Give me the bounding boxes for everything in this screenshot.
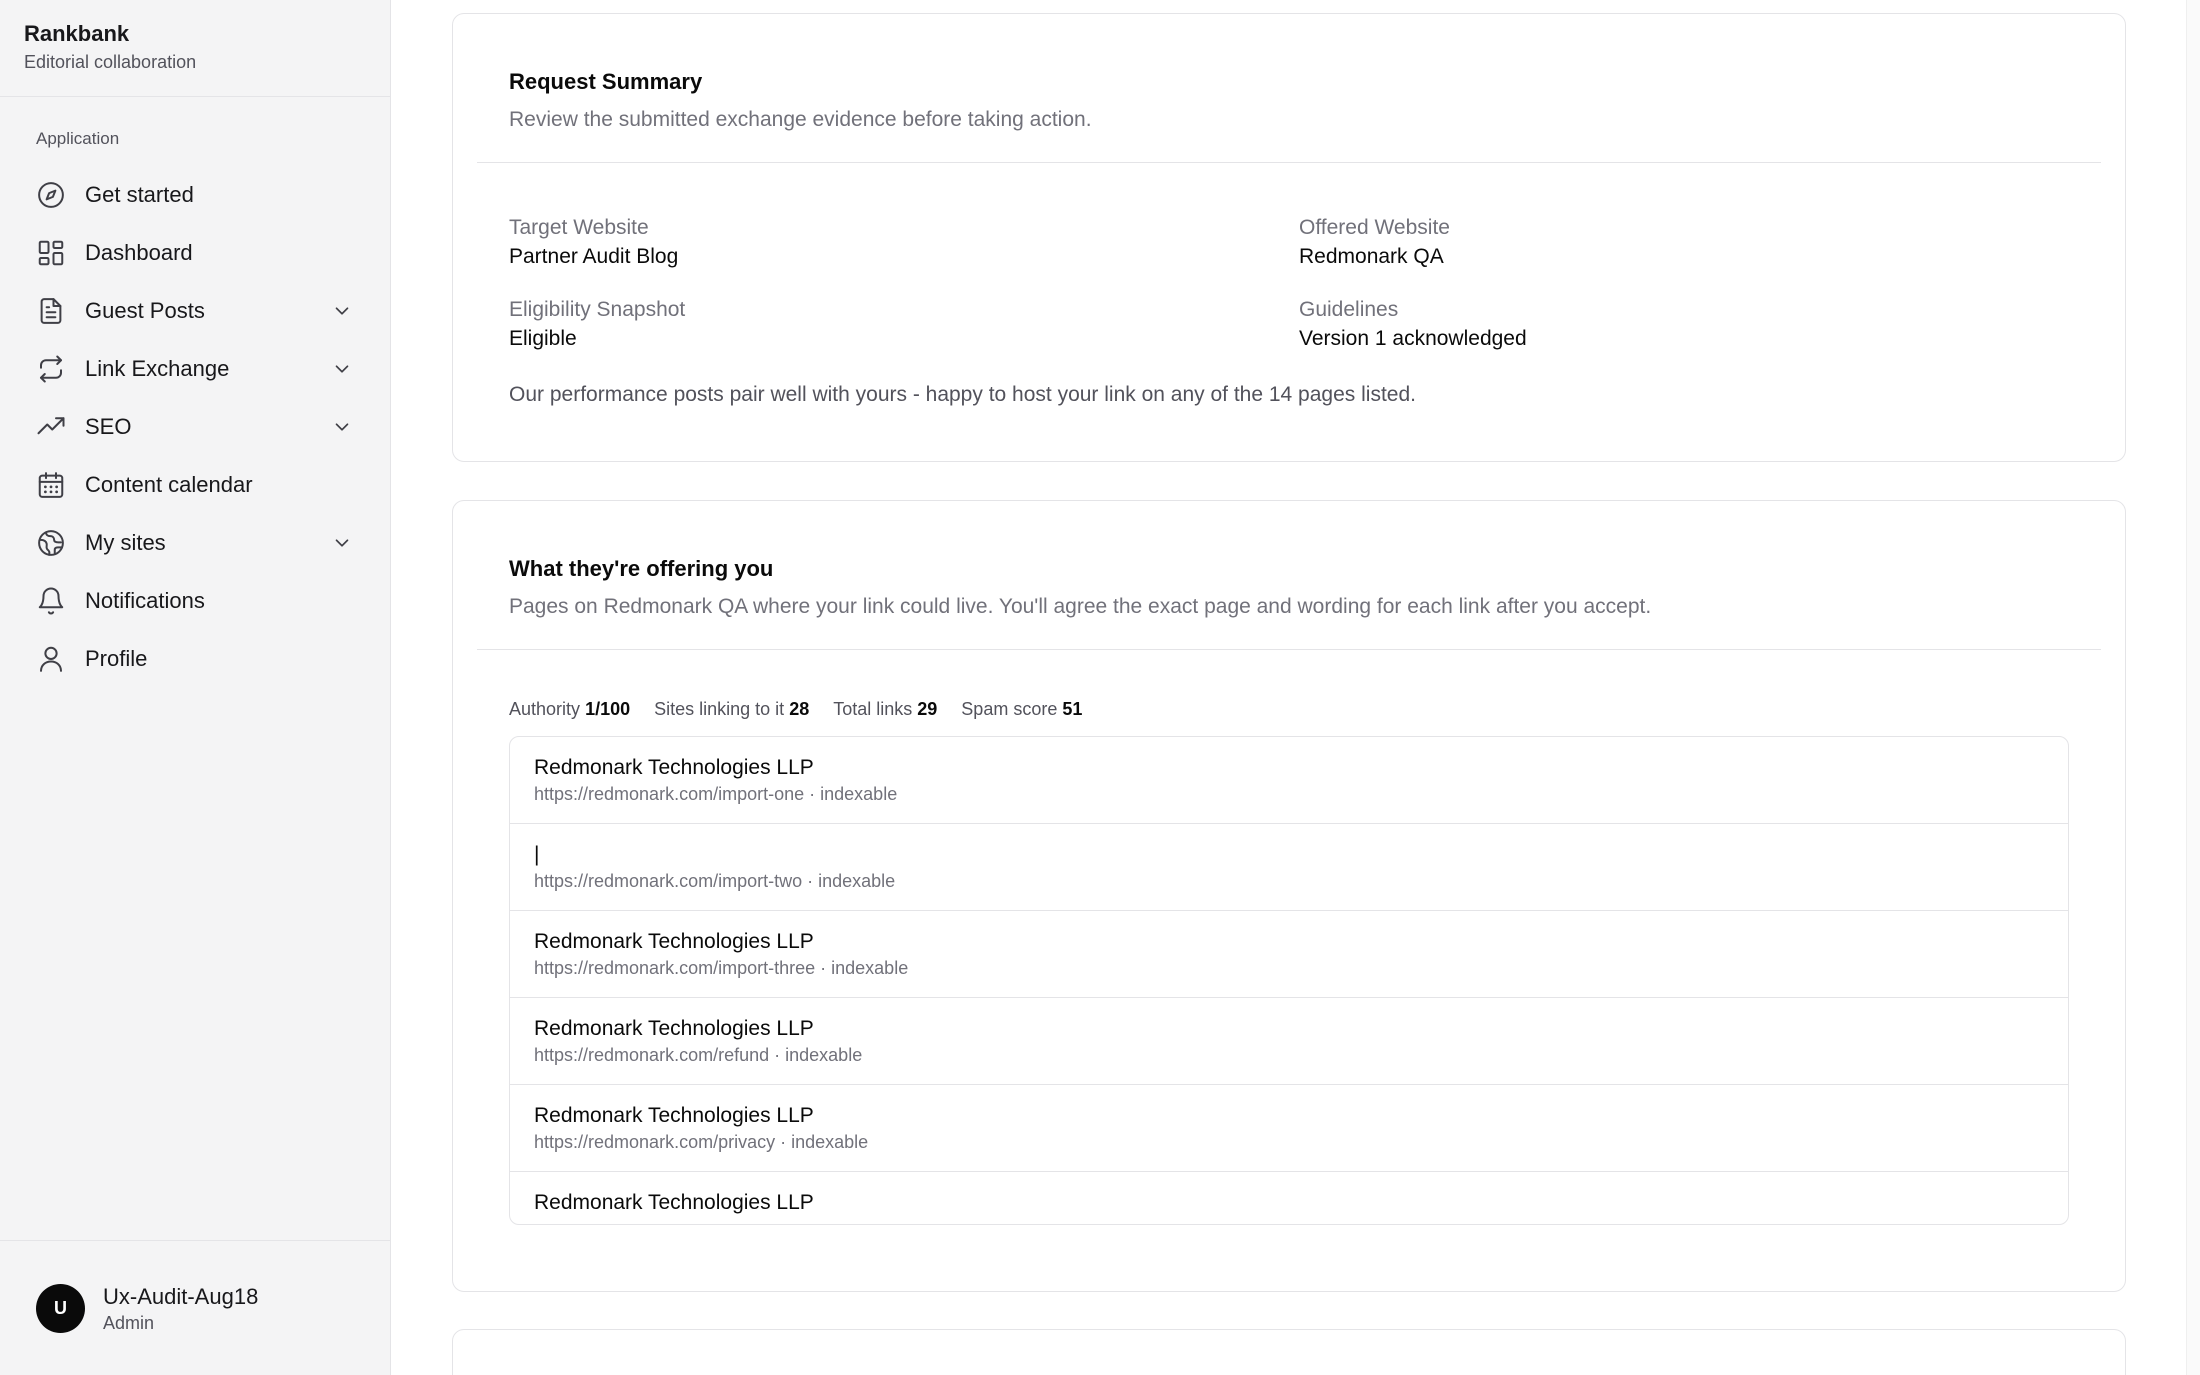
document-icon [36,296,66,326]
sidebar-item-label: Content calendar [85,472,253,497]
sidebar-item-profile[interactable] [24,630,367,688]
chevron-down-icon[interactable] [331,358,353,380]
brand-subtitle: Editorial collaboration [24,52,197,72]
sidebar-item-label: SEO [85,414,132,439]
chevron-down-icon[interactable] [331,300,353,322]
metric-referring-sites: Sites linking to it 28 [654,699,810,719]
page-meta: https://redmonark.com/import-one · indexable [534,784,898,804]
offered-pages-list[interactable] [509,736,2069,1225]
request-summary-card [452,13,2126,462]
summary-fields [453,163,2125,353]
metric-total-links: Total links 29 [833,699,938,719]
sidebar-item-label: Get started [85,182,194,207]
request-message: Our performance posts pair well with yours - happy to host your link on any of the 14 pages listed. [509,383,1416,406]
dashboard-icon [36,238,66,268]
metric-authority: Authority 1/100 [509,699,631,719]
page-meta: https://redmonark.com/import-three · indexable [534,958,909,978]
sidebar-nav [24,166,367,688]
trending-up-icon [36,412,66,442]
page-name: | [534,843,540,866]
sidebar-item-seo[interactable] [24,398,367,456]
repeat-icon [36,354,66,384]
field-label: Guidelines [1299,298,1399,321]
nav-group-label: Application [36,129,120,148]
sidebar-item-notifications[interactable] [24,572,367,630]
sidebar-item-label: Guest Posts [85,298,205,323]
chevron-down-icon[interactable] [331,416,353,438]
field-guidelines [1299,297,2069,353]
compass-icon [36,180,66,210]
sidebar-item-label: Notifications [85,588,205,613]
offering-card [452,500,2126,1292]
field-eligibility-snapshot [509,297,1299,353]
field-value: Version 1 acknowledged [1299,327,1527,350]
card-description: Pages on Redmonark QA where your link could live. You'll agree the exact page and wording for each link after you accept. [509,595,1652,618]
avatar: U [36,1284,85,1333]
card-title: What they're offering you [509,556,774,581]
sidebar-item-label: Profile [85,646,148,671]
bell-icon [36,586,66,616]
page-name: Redmonark Technologies LLP [534,756,814,779]
site-metrics [453,650,2125,720]
sidebar-item-label: Link Exchange [85,356,230,381]
page-name: Redmonark Technologies LLP [534,1017,814,1040]
user-name: Ux-Audit-Aug18 [103,1283,259,1309]
sidebar [0,0,391,1375]
field-value: Partner Audit Blog [509,245,679,268]
sidebar-item-guest-posts[interactable] [24,282,367,340]
card-title: Request Summary [509,69,703,94]
field-offered-website [1299,215,2069,271]
sidebar-item-content-calendar[interactable] [24,456,367,514]
sidebar-item-my-sites[interactable] [24,514,367,572]
page-meta: https://redmonark.com/import-two · indexable [534,871,896,891]
field-value: Eligible [509,327,577,350]
list-item[interactable] [510,824,2068,911]
page-name: Redmonark Technologies LLP [534,1191,814,1214]
field-label: Eligibility Snapshot [509,298,686,321]
brand [0,0,390,97]
globe-icon [36,528,66,558]
list-item[interactable] [510,911,2068,998]
list-item[interactable] [510,1085,2068,1172]
sidebar-item-label: Dashboard [85,240,193,265]
sidebar-item-link-exchange[interactable] [24,340,367,398]
page-name: Redmonark Technologies LLP [534,1104,814,1127]
user-icon [36,644,66,674]
list-item[interactable] [510,998,2068,1085]
brand-name: Rankbank [24,21,130,46]
chevron-down-icon[interactable] [331,532,353,554]
sidebar-item-label: My sites [85,530,166,555]
page-meta: https://redmonark.com/refund · indexable [534,1045,863,1065]
metric-spam-score: Spam score 51 [961,699,1083,719]
sidebar-item-dashboard[interactable] [24,224,367,282]
field-label: Offered Website [1299,216,1450,239]
field-value: Redmonark QA [1299,245,1444,268]
card-description: Review the submitted exchange evidence before taking action. [509,108,1092,131]
user-role: Admin [103,1312,155,1333]
user-menu[interactable] [0,1240,390,1375]
list-item[interactable] [510,737,2068,824]
page-meta: https://redmonark.com/privacy · indexable [534,1132,869,1152]
list-item[interactable] [510,1172,2068,1225]
field-label: Target Website [509,216,649,239]
page-name: Redmonark Technologies LLP [534,930,814,953]
main-content [391,0,2200,1375]
sidebar-item-get-started[interactable] [24,166,367,224]
calendar-icon [36,470,66,500]
scrollbar[interactable] [2186,0,2200,1375]
next-card [452,1329,2126,1375]
field-target-website [509,215,1299,271]
